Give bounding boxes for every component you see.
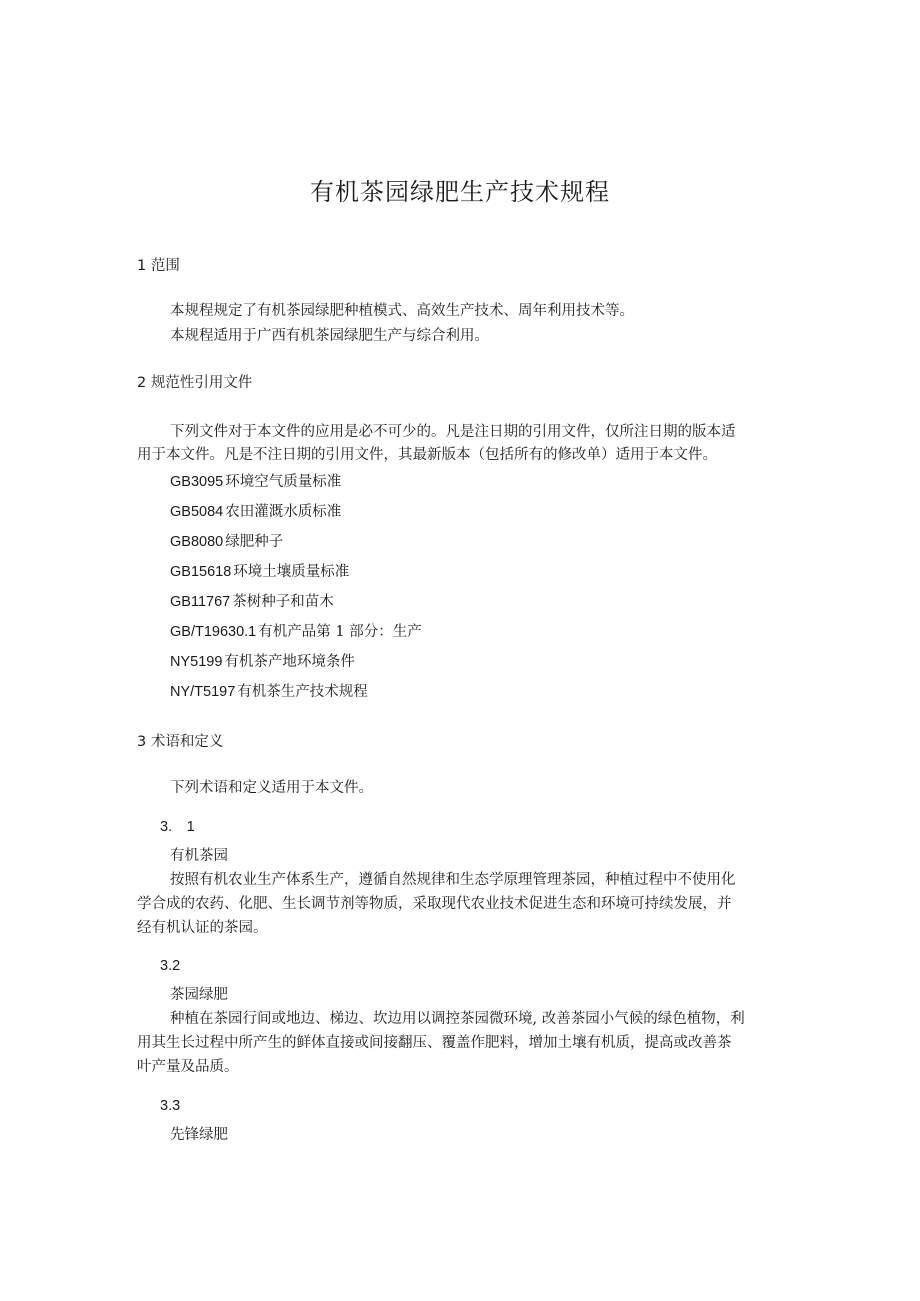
reference-title: 有机产品第 1 部分：生产: [258, 624, 422, 640]
reference-title: 有机茶产地环境条件: [224, 654, 355, 670]
reference-item: [170, 471, 341, 493]
reference-title: 环境土壤质量标准: [233, 564, 350, 580]
term-definition-line: 学合成的农药、化肥、生长调节剂等物质，采取现代农业技术促进生态和环境可持续发展，并: [137, 896, 732, 912]
term-number: 3. 1: [160, 819, 195, 835]
reference-item: [170, 501, 341, 523]
reference-code: GB8080: [170, 534, 224, 550]
section-heading-scope: 1 范围: [137, 258, 180, 274]
section-heading-normative: 2 规范性引用文件: [137, 375, 253, 391]
term-definition-line: 叶产量及品质。: [137, 1059, 239, 1075]
reference-code: NY/T5197: [170, 684, 236, 700]
reference-code: GB5084: [170, 504, 224, 520]
reference-code: NY5199: [170, 654, 223, 670]
reference-item: [170, 591, 334, 613]
reference-item: [170, 681, 368, 703]
reference-code: GB/T19630.1: [170, 624, 257, 640]
reference-code: GB15618: [170, 564, 232, 580]
section-heading-terms: 3 术语和定义: [137, 734, 224, 750]
normative-intro-line: 下列文件对于本文件的应用是必不可少的。凡是注日期的引用文件，仅所注日期的版本适: [170, 424, 736, 440]
normative-intro-line: 用于本文件。凡是不注日期的引用文件，其最新版本（包括所有的修改单）适用于本文件。: [137, 447, 717, 463]
reference-item: [170, 621, 422, 643]
reference-item: [170, 531, 283, 553]
term-definition-line: 按照有机农业生产体系生产，遵循自然规律和生态学原理管理茶园，种植过程中不使用化: [170, 872, 736, 888]
reference-title: 茶树种子和苗木: [232, 594, 334, 610]
term-name: 有机茶园: [170, 848, 228, 864]
reference-title: 农田灌溉水质标准: [225, 504, 342, 520]
document-title: 有机茶园绿肥生产技术规程: [310, 178, 610, 206]
scope-paragraph: 本规程规定了有机茶园绿肥种植模式、高效生产技术、周年利用技术等。: [170, 303, 634, 319]
terms-intro: 下列术语和定义适用于本文件。: [170, 780, 373, 796]
term-definition-line: 种植在茶园行间或地边、梯边、坎边用以调控茶园微环境, 改善茶园小气候的绿色植物，利: [170, 1011, 745, 1027]
reference-code: GB11767: [170, 594, 231, 610]
term-name: 先锋绿肥: [170, 1127, 228, 1143]
reference-code: GB3095: [170, 474, 224, 490]
scope-paragraph: 本规程适用于广西有机茶园绿肥生产与综合利用。: [170, 328, 489, 344]
term-definition-line: 经有机认证的茶园。: [137, 920, 268, 936]
reference-title: 绿肥种子: [225, 534, 284, 550]
reference-title: 环境空气质量标准: [225, 474, 342, 490]
reference-item: [170, 561, 349, 583]
term-name: 茶园绿肥: [170, 987, 228, 1003]
reference-item: [170, 651, 355, 673]
reference-title: 有机茶生产技术规程: [237, 684, 368, 700]
term-definition-line: 用其生长过程中所产生的鲜体直接或间接翻压、覆盖作肥料，增加土壤有机质，提高或改善茶: [137, 1035, 732, 1051]
term-number: 3.3: [160, 1098, 181, 1114]
term-number: 3.2: [160, 958, 181, 974]
